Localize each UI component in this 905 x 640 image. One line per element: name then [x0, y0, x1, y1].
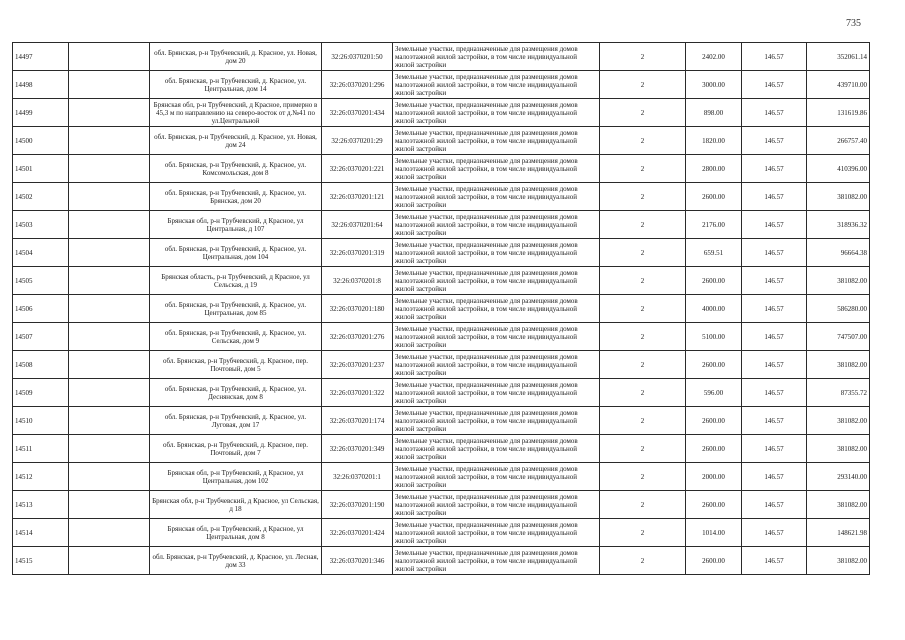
spacer-cell — [69, 183, 150, 211]
spacer-cell — [69, 323, 150, 351]
address-cell: обл. Брянская, р-н Трубчевский, д. Красное, ул. Брянская, дом 20 — [150, 183, 322, 211]
spacer-cell — [69, 351, 150, 379]
category-cell: 2 — [600, 267, 686, 295]
address-cell: Брянская обл, р-н Трубчевский, д Красное, примерно в 45,3 м по направлению на северо-восток от д.№41 по ул.Центральной — [150, 99, 322, 127]
address-cell: обл. Брянская, р-н Трубчевский, д. Красное, ул. Луговая, дом 17 — [150, 407, 322, 435]
row-number-cell: 14507 — [13, 323, 69, 351]
area-cell: 2600.00 — [686, 267, 742, 295]
spacer-cell — [69, 99, 150, 127]
row-number-cell: 14505 — [13, 267, 69, 295]
cadastral-value-cell: 747507.00 — [807, 323, 870, 351]
land-use-cell: Земельные участки, предназначенные для размещения домов малоэтажной жилой застройки, в том числе индивидуальной жилой застройки — [393, 407, 600, 435]
rate-cell: 146.57 — [742, 295, 807, 323]
land-use-cell: Земельные участки, предназначенные для размещения домов малоэтажной жилой застройки, в том числе индивидуальной жилой застройки — [393, 323, 600, 351]
category-cell: 2 — [600, 295, 686, 323]
row-number-cell: 14509 — [13, 379, 69, 407]
address-cell: обл. Брянская, р-н Трубчевский, д. Красное, ул. Деснянская, дом 8 — [150, 379, 322, 407]
row-number-cell: 14501 — [13, 155, 69, 183]
cadastral-value-cell: 293140.00 — [807, 463, 870, 491]
area-cell: 2600.00 — [686, 547, 742, 575]
area-cell: 2600.00 — [686, 407, 742, 435]
cadastral-value-cell: 381082.00 — [807, 547, 870, 575]
cadastral-value-cell: 381082.00 — [807, 183, 870, 211]
rate-cell: 146.57 — [742, 463, 807, 491]
area-cell: 2600.00 — [686, 183, 742, 211]
area-cell: 2600.00 — [686, 351, 742, 379]
land-use-cell: Земельные участки, предназначенные для размещения домов малоэтажной жилой застройки, в том числе индивидуальной жилой застройки — [393, 463, 600, 491]
spacer-cell — [69, 491, 150, 519]
rate-cell: 146.57 — [742, 379, 807, 407]
cadastral-number-cell: 32:26:0370201:50 — [322, 43, 393, 71]
address-cell: обл. Брянская, р-н Трубчевский, д. Красное, ул. Новая, дом 24 — [150, 127, 322, 155]
row-number-cell: 14506 — [13, 295, 69, 323]
table-row — [13, 239, 870, 267]
cadastral-number-cell: 32:26:0370201:121 — [322, 183, 393, 211]
spacer-cell — [69, 155, 150, 183]
table-row — [13, 463, 870, 491]
area-cell: 4000.00 — [686, 295, 742, 323]
cadastral-value-cell: 381082.00 — [807, 407, 870, 435]
area-cell: 5100.00 — [686, 323, 742, 351]
rate-cell: 146.57 — [742, 491, 807, 519]
category-cell: 2 — [600, 519, 686, 547]
cadastral-value-cell: 87355.72 — [807, 379, 870, 407]
table-row — [13, 379, 870, 407]
table-row — [13, 43, 870, 71]
land-use-cell: Земельные участки, предназначенные для размещения домов малоэтажной жилой застройки, в том числе индивидуальной жилой застройки — [393, 127, 600, 155]
address-cell: обл. Брянская, р-н Трубчевский, д. Красное, ул. Новая, дом 20 — [150, 43, 322, 71]
cadastral-value-cell: 439710.00 — [807, 71, 870, 99]
spacer-cell — [69, 71, 150, 99]
area-cell: 2800.00 — [686, 155, 742, 183]
land-use-cell: Земельные участки, предназначенные для размещения домов малоэтажной жилой застройки, в том числе индивидуальной жилой застройки — [393, 71, 600, 99]
rate-cell: 146.57 — [742, 351, 807, 379]
category-cell: 2 — [600, 323, 686, 351]
row-number-cell: 14504 — [13, 239, 69, 267]
area-cell: 596.00 — [686, 379, 742, 407]
address-cell: Брянская область, р-н Трубчевский, д Красное, ул Сельская, д 19 — [150, 267, 322, 295]
table-row — [13, 547, 870, 575]
rate-cell: 146.57 — [742, 183, 807, 211]
cadastral-number-cell: 32:26:0370201:346 — [322, 547, 393, 575]
rate-cell: 146.57 — [742, 99, 807, 127]
spacer-cell — [69, 127, 150, 155]
rate-cell: 146.57 — [742, 407, 807, 435]
row-number-cell: 14497 — [13, 43, 69, 71]
category-cell: 2 — [600, 155, 686, 183]
rate-cell: 146.57 — [742, 547, 807, 575]
land-use-cell: Земельные участки, предназначенные для размещения домов малоэтажной жилой застройки, в том числе индивидуальной жилой застройки — [393, 351, 600, 379]
cadastral-number-cell: 32:26:0370201:190 — [322, 491, 393, 519]
cadastral-value-cell: 381082.00 — [807, 491, 870, 519]
cadastral-value-cell: 266757.40 — [807, 127, 870, 155]
spacer-cell — [69, 407, 150, 435]
row-number-cell: 14502 — [13, 183, 69, 211]
cadastral-number-cell: 32:26:0370201:64 — [322, 211, 393, 239]
category-cell: 2 — [600, 547, 686, 575]
spacer-cell — [69, 295, 150, 323]
category-cell: 2 — [600, 351, 686, 379]
rate-cell: 146.57 — [742, 155, 807, 183]
spacer-cell — [69, 211, 150, 239]
cadastral-number-cell: 32:26:0370201:8 — [322, 267, 393, 295]
cadastral-value-cell: 96664.38 — [807, 239, 870, 267]
category-cell: 2 — [600, 463, 686, 491]
cadastral-number-cell: 32:26:0370201:319 — [322, 239, 393, 267]
category-cell: 2 — [600, 407, 686, 435]
cadastral-value-cell: 586280.00 — [807, 295, 870, 323]
area-cell: 2402.00 — [686, 43, 742, 71]
land-use-cell: Земельные участки, предназначенные для размещения домов малоэтажной жилой застройки, в том числе индивидуальной жилой застройки — [393, 267, 600, 295]
address-cell: обл. Брянская, р-н Трубчевский, д. Красное, ул. Лесная, дом 33 — [150, 547, 322, 575]
address-cell: Брянская обл, р-н Трубчевский, д Красное, ул Центральная, дом 8 — [150, 519, 322, 547]
rate-cell: 146.57 — [742, 323, 807, 351]
table-row — [13, 127, 870, 155]
table-row — [13, 323, 870, 351]
area-cell: 3000.00 — [686, 71, 742, 99]
rate-cell: 146.57 — [742, 43, 807, 71]
land-use-cell: Земельные участки, предназначенные для размещения домов малоэтажной жилой застройки, в том числе индивидуальной жилой застройки — [393, 183, 600, 211]
category-cell: 2 — [600, 239, 686, 267]
address-cell: Брянская обл, р-н Трубчевский, д Красное, ул Центральная, д 107 — [150, 211, 322, 239]
table-row — [13, 71, 870, 99]
rate-cell: 146.57 — [742, 239, 807, 267]
area-cell: 659.51 — [686, 239, 742, 267]
land-use-cell: Земельные участки, предназначенные для размещения домов малоэтажной жилой застройки, в том числе индивидуальной жилой застройки — [393, 211, 600, 239]
table-row — [13, 519, 870, 547]
category-cell: 2 — [600, 127, 686, 155]
address-cell: Брянская обл, р-н Трубчевский, д Красное, ул Центральная, дом 102 — [150, 463, 322, 491]
cadastral-number-cell: 32:26:0370201:349 — [322, 435, 393, 463]
cadastral-number-cell: 32:26:0370201:296 — [322, 71, 393, 99]
cadastral-number-cell: 32:26:0370201:424 — [322, 519, 393, 547]
category-cell: 2 — [600, 435, 686, 463]
land-use-cell: Земельные участки, предназначенные для размещения домов малоэтажной жилой застройки, в том числе индивидуальной жилой застройки — [393, 295, 600, 323]
cadastral-number-cell: 32:26:0370201:174 — [322, 407, 393, 435]
address-cell: обл. Брянская, р-н Трубчевский, д. Красное, ул. Сельская, дом 9 — [150, 323, 322, 351]
spacer-cell — [69, 435, 150, 463]
cadastral-number-cell: 32:26:0370201:221 — [322, 155, 393, 183]
spacer-cell — [69, 239, 150, 267]
land-use-cell: Земельные участки, предназначенные для размещения домов малоэтажной жилой застройки, в том числе индивидуальной жилой застройки — [393, 155, 600, 183]
cadastral-value-cell: 148621.98 — [807, 519, 870, 547]
area-cell: 1820.00 — [686, 127, 742, 155]
table-row — [13, 183, 870, 211]
cadastral-value-cell: 381082.00 — [807, 351, 870, 379]
address-cell: обл. Брянская, р-н Трубчевский, д. Красное, ул. Центральная, дом 85 — [150, 295, 322, 323]
land-use-cell: Земельные участки, предназначенные для размещения домов малоэтажной жилой застройки, в том числе индивидуальной жилой застройки — [393, 43, 600, 71]
page-number: 735 — [846, 18, 861, 29]
category-cell: 2 — [600, 99, 686, 127]
area-cell: 2000.00 — [686, 463, 742, 491]
land-use-cell: Земельные участки, предназначенные для размещения домов малоэтажной жилой застройки, в том числе индивидуальной жилой застройки — [393, 435, 600, 463]
rate-cell: 146.57 — [742, 71, 807, 99]
land-use-cell: Земельные участки, предназначенные для размещения домов малоэтажной жилой застройки, в том числе индивидуальной жилой застройки — [393, 491, 600, 519]
table-row — [13, 407, 870, 435]
cadastral-number-cell: 32:26:0370201:180 — [322, 295, 393, 323]
spacer-cell — [69, 519, 150, 547]
row-number-cell: 14508 — [13, 351, 69, 379]
category-cell: 2 — [600, 43, 686, 71]
row-number-cell: 14513 — [13, 491, 69, 519]
area-cell: 2600.00 — [686, 491, 742, 519]
table-row — [13, 295, 870, 323]
cadastral-value-cell: 381082.00 — [807, 435, 870, 463]
address-cell: обл. Брянская, р-н Трубчевский, д. Красное, пер. Почтовый, дом 7 — [150, 435, 322, 463]
row-number-cell: 14514 — [13, 519, 69, 547]
land-parcel-table — [12, 42, 870, 575]
address-cell: обл. Брянская, р-н Трубчевский, д. Красное, ул. Центральная, дом 104 — [150, 239, 322, 267]
rate-cell: 146.57 — [742, 211, 807, 239]
category-cell: 2 — [600, 491, 686, 519]
row-number-cell: 14512 — [13, 463, 69, 491]
row-number-cell: 14510 — [13, 407, 69, 435]
table-row — [13, 351, 870, 379]
spacer-cell — [69, 463, 150, 491]
spacer-cell — [69, 43, 150, 71]
rate-cell: 146.57 — [742, 127, 807, 155]
land-use-cell: Земельные участки, предназначенные для размещения домов малоэтажной жилой застройки, в том числе индивидуальной жилой застройки — [393, 239, 600, 267]
cadastral-number-cell: 32:26:0370201:276 — [322, 323, 393, 351]
rate-cell: 146.57 — [742, 267, 807, 295]
spacer-cell — [69, 547, 150, 575]
category-cell: 2 — [600, 379, 686, 407]
land-use-cell: Земельные участки, предназначенные для размещения домов малоэтажной жилой застройки, в том числе индивидуальной жилой застройки — [393, 379, 600, 407]
address-cell: Брянская обл, р-н Трубчевский, д Красное, ул Сельская, д 18 — [150, 491, 322, 519]
table-row — [13, 435, 870, 463]
row-number-cell: 14500 — [13, 127, 69, 155]
area-cell: 1014.00 — [686, 519, 742, 547]
area-cell: 2176.00 — [686, 211, 742, 239]
rate-cell: 146.57 — [742, 435, 807, 463]
cadastral-number-cell: 32:26:0370201:29 — [322, 127, 393, 155]
category-cell: 2 — [600, 71, 686, 99]
address-cell: обл. Брянская, р-н Трубчевский, д. Красное, ул. Центральная, дом 14 — [150, 71, 322, 99]
address-cell: обл. Брянская, р-н Трубчевский, д. Красное, ул. Комсомольская, дом 8 — [150, 155, 322, 183]
row-number-cell: 14515 — [13, 547, 69, 575]
spacer-cell — [69, 379, 150, 407]
cadastral-number-cell: 32:26:0370201:1 — [322, 463, 393, 491]
table-row — [13, 211, 870, 239]
cadastral-value-cell: 352061.14 — [807, 43, 870, 71]
category-cell: 2 — [600, 211, 686, 239]
address-cell: обл. Брянская, р-н Трубчевский, д. Красное, пер. Почтовый, дом 5 — [150, 351, 322, 379]
row-number-cell: 14499 — [13, 99, 69, 127]
cadastral-number-cell: 32:26:0370201:237 — [322, 351, 393, 379]
spacer-cell — [69, 267, 150, 295]
table-row — [13, 155, 870, 183]
land-use-cell: Земельные участки, предназначенные для размещения домов малоэтажной жилой застройки, в том числе индивидуальной жилой застройки — [393, 99, 600, 127]
category-cell: 2 — [600, 183, 686, 211]
cadastral-value-cell: 381082.00 — [807, 267, 870, 295]
rate-cell: 146.57 — [742, 519, 807, 547]
row-number-cell: 14503 — [13, 211, 69, 239]
cadastral-number-cell: 32:26:0370201:434 — [322, 99, 393, 127]
land-use-cell: Земельные участки, предназначенные для размещения домов малоэтажной жилой застройки, в том числе индивидуальной жилой застройки — [393, 547, 600, 575]
table-body — [13, 43, 870, 575]
cadastral-number-cell: 32:26:0370201:322 — [322, 379, 393, 407]
area-cell: 898.00 — [686, 99, 742, 127]
cadastral-value-cell: 318936.32 — [807, 211, 870, 239]
row-number-cell: 14511 — [13, 435, 69, 463]
table-row — [13, 491, 870, 519]
area-cell: 2600.00 — [686, 435, 742, 463]
table-row — [13, 267, 870, 295]
land-use-cell: Земельные участки, предназначенные для размещения домов малоэтажной жилой застройки, в том числе индивидуальной жилой застройки — [393, 519, 600, 547]
row-number-cell: 14498 — [13, 71, 69, 99]
cadastral-value-cell: 410396.00 — [807, 155, 870, 183]
table-row — [13, 99, 870, 127]
cadastral-value-cell: 131619.86 — [807, 99, 870, 127]
